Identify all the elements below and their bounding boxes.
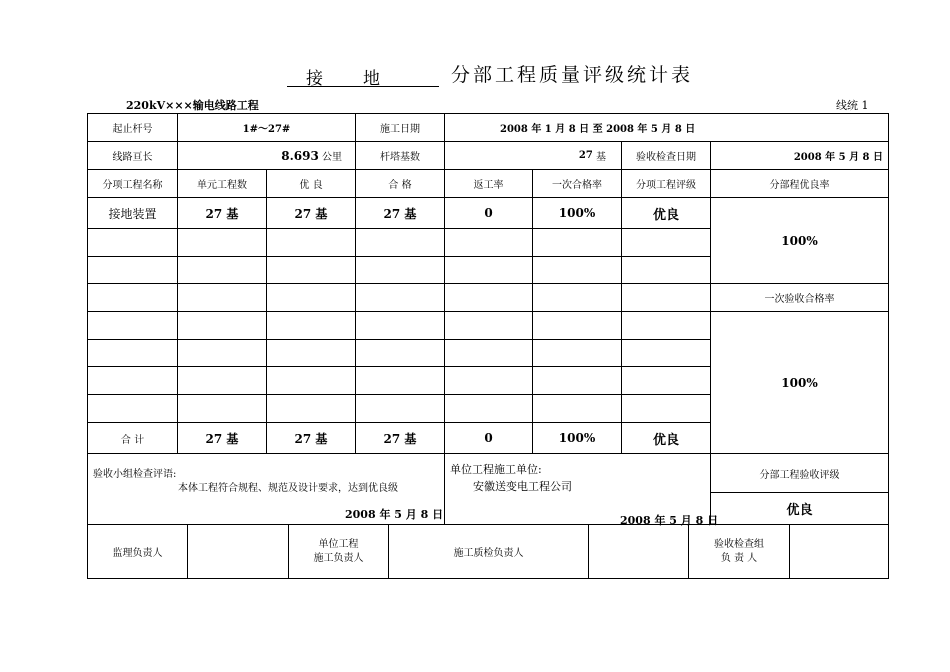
total-grade: 优良 bbox=[652, 432, 679, 448]
header-qualified: 合 格 bbox=[388, 180, 412, 191]
date-label: 施工日期 bbox=[380, 124, 420, 135]
header-grade: 分项工程评级 bbox=[636, 180, 696, 191]
total-label: 合 计 bbox=[120, 434, 145, 446]
total-pass-rate: 100% bbox=[558, 431, 596, 445]
group-leader-line2: 负 责 人 bbox=[720, 552, 758, 564]
construction-label: 单位工程施工单位: bbox=[450, 463, 542, 476]
review-label: 验收小组检查评语: bbox=[93, 469, 177, 480]
total-excellent: 27 基 bbox=[294, 431, 328, 446]
row-rework: 0 bbox=[484, 206, 493, 220]
header-pass-rate: 一次合格率 bbox=[552, 180, 602, 191]
review-text: 本体工程符合规程、规范及设计要求，达到优良级 bbox=[178, 483, 398, 494]
pole-value: 1#～27# bbox=[242, 124, 291, 135]
review-date: 2008 年 5 月 8 日 bbox=[345, 508, 444, 521]
acceptance-grade: 优良 bbox=[786, 503, 813, 518]
total-rework: 0 bbox=[484, 431, 493, 445]
towers-label: 杆塔基数 bbox=[380, 152, 420, 163]
row-grade: 优良 bbox=[652, 207, 679, 223]
inspect-value: 2008 年 5 月 8 日 bbox=[793, 152, 883, 163]
row-name: 接地装置 bbox=[108, 206, 157, 221]
group-leader-label bbox=[689, 525, 789, 578]
header-units: 单元工程数 bbox=[197, 180, 247, 191]
supervisor-label: 监理负责人 bbox=[112, 548, 163, 559]
inspect-label: 验收检查日期 bbox=[636, 152, 696, 163]
construction-date: 2008 年 5 月 8 日 bbox=[620, 514, 719, 527]
pole-label: 起止杆号 bbox=[112, 124, 153, 135]
construction-company: 安徽送变电工程公司 bbox=[473, 480, 572, 493]
towers-unit: 基 bbox=[596, 152, 606, 163]
row-units: 27 基 bbox=[205, 206, 239, 221]
total-qualified: 27 基 bbox=[383, 431, 417, 446]
title-area bbox=[0, 58, 950, 88]
total-units: 27 基 bbox=[205, 431, 239, 446]
header-name: 分项工程名称 bbox=[102, 180, 163, 191]
form-code: 线统 1 bbox=[836, 99, 869, 112]
row-pass-rate: 100% bbox=[558, 206, 596, 220]
unit-leader-label bbox=[289, 525, 388, 578]
page-title: 分部工程质量评级统计表 bbox=[451, 64, 694, 86]
group-leader-line1: 验收检查组 bbox=[714, 538, 764, 550]
acceptance-label: 分部工程验收评级 bbox=[759, 469, 840, 481]
length-unit: 公里 bbox=[322, 152, 342, 163]
length-cell bbox=[178, 142, 342, 169]
unit-leader-line2: 施工负责人 bbox=[313, 552, 364, 564]
quality-label: 施工质检负责人 bbox=[453, 548, 524, 559]
row-qualified: 27 基 bbox=[383, 206, 417, 221]
first-pass-rate: 100% bbox=[781, 375, 818, 390]
first-pass-label: 一次验收合格率 bbox=[764, 294, 835, 305]
row-excellent: 27 基 bbox=[294, 206, 328, 221]
towers-cell bbox=[445, 142, 606, 169]
header-excellent: 优 良 bbox=[299, 180, 323, 191]
towers-value: 27 bbox=[578, 150, 593, 161]
project-name: 220kV×××输电线路工程 bbox=[126, 99, 259, 112]
title-subject: 接地 bbox=[287, 64, 439, 87]
header-rework: 返工率 bbox=[473, 180, 504, 191]
length-label: 线路亘长 bbox=[112, 152, 153, 163]
length-value: 8.693 bbox=[281, 148, 319, 163]
excellent-rate: 100% bbox=[781, 233, 818, 248]
date-value: 2008 年 1 月 8 日 至 2008 年 5 月 8 日 bbox=[500, 124, 696, 135]
header-excellent-rate: 分部程优良率 bbox=[769, 180, 830, 191]
unit-leader-line1: 单位工程 bbox=[318, 538, 359, 550]
